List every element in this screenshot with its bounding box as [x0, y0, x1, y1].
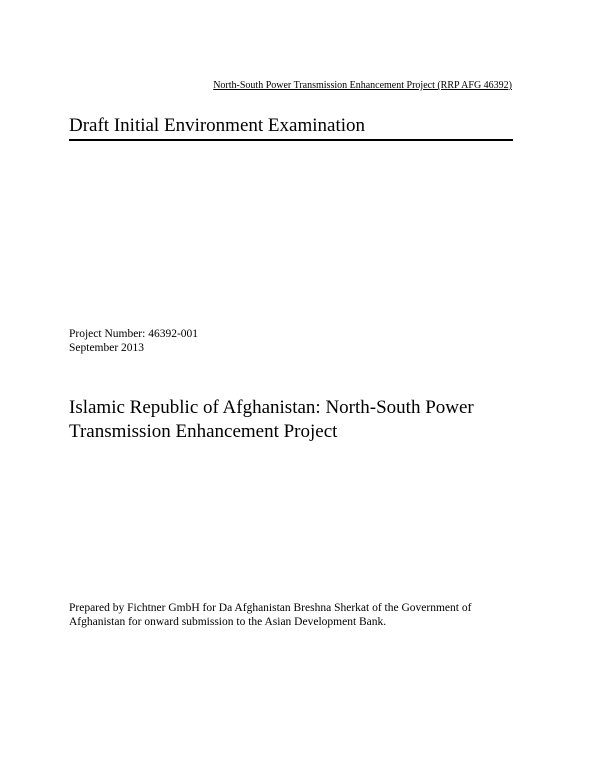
document-title: Draft Initial Environment Examination: [69, 115, 513, 141]
document-date: September 2013: [69, 342, 145, 354]
header-project-reference: North-South Power Transmission Enhancement Project (RRP AFG 46392): [213, 80, 512, 91]
project-number: Project Number: 46392-001: [69, 328, 199, 340]
prepared-by-statement: [69, 601, 539, 629]
project-name-line-2: Transmission Enhancement Project: [69, 421, 338, 442]
prepared-by-line-2: Afghanistan for onward submission to the Asian Development Bank.: [69, 616, 387, 628]
project-name-line-1: Islamic Republic of Afghanistan: North-South Power: [69, 397, 474, 418]
prepared-by-line-1: Prepared by Fichtner GmbH for Da Afghanistan Breshna Sherkat of the Government of: [69, 602, 472, 614]
project-info: [69, 327, 198, 355]
project-name: [69, 396, 529, 444]
